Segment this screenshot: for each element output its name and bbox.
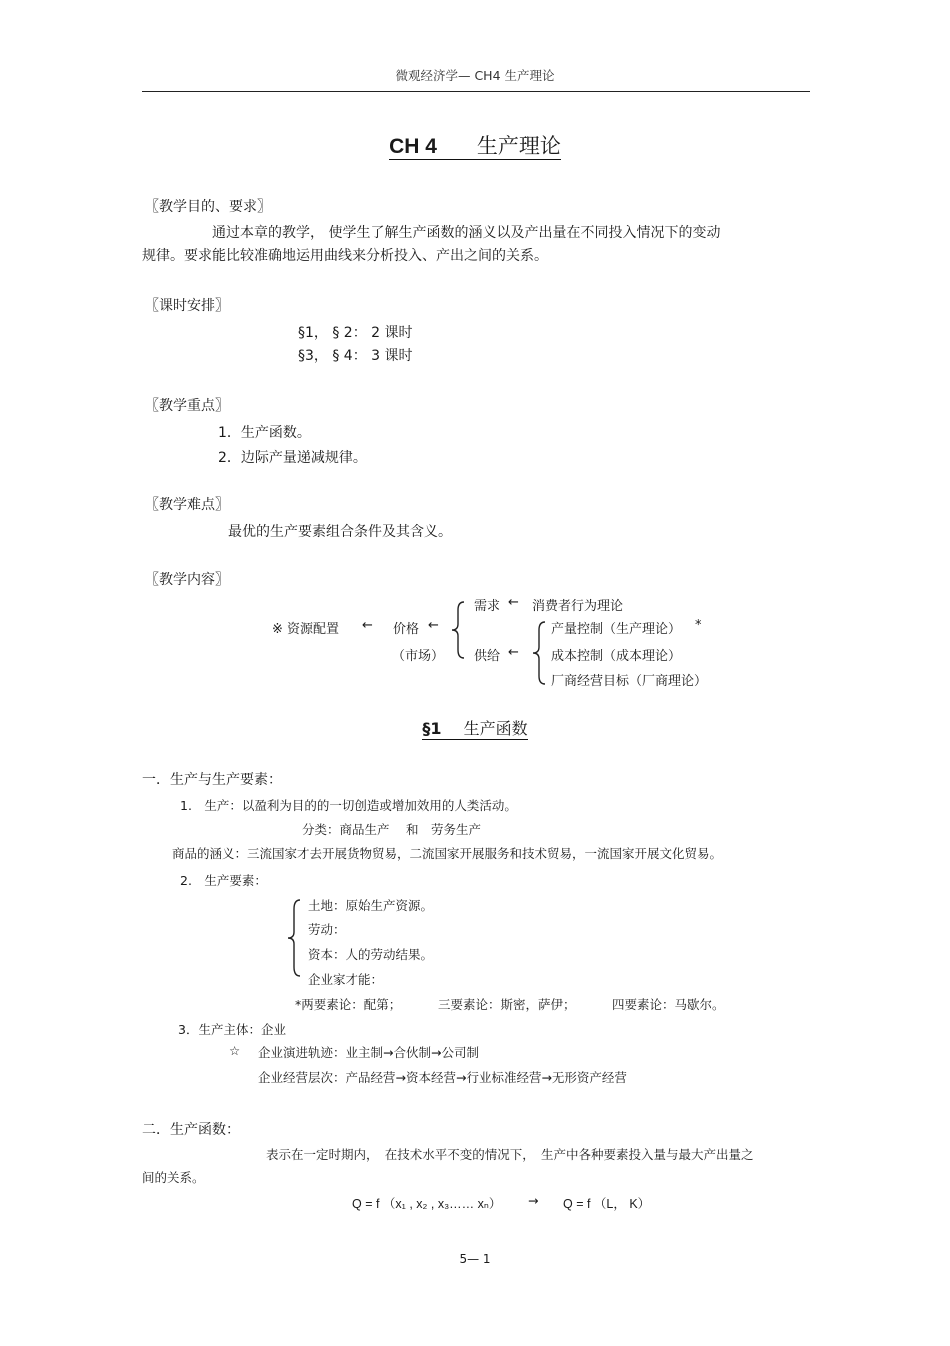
schedule-label: 〖课时安排〗 xyxy=(145,298,229,314)
schedule-row-1: §1， § 2： 2 课时 xyxy=(298,325,413,341)
theory-two-factors: *两要素论：配第； xyxy=(295,997,402,1012)
diagram-supply: 供给 xyxy=(474,649,501,664)
factors-brace xyxy=(285,898,305,978)
diagram-arrow-3: ← xyxy=(508,595,519,610)
diagram-firm: 厂商经营目标（厂商理论） xyxy=(551,674,708,689)
objectives-line2: 规律。要求能比较准确地运用曲线来分析投入、产出之间的关系。 xyxy=(142,248,548,264)
factor-capital: 资本：人的劳动结果。 xyxy=(308,947,434,962)
diagram-demand: 需求 xyxy=(474,599,501,614)
section-1-name: 生产函数 xyxy=(463,719,528,738)
difficulties-label: 〖教学难点〗 xyxy=(145,497,229,513)
difficulties-text: 最优的生产要素组合条件及其含义。 xyxy=(228,524,452,540)
part2-definition-line1: 表示在一定时期内， 在技术水平不变的情况下， 生产中各种要素投入量与最大产出量之 xyxy=(266,1147,754,1162)
chapter-number: CH 4 xyxy=(389,135,437,158)
part1-item1: 1. 生产：以盈利为目的的一切创造或增加效用的人类活动。 xyxy=(180,798,517,813)
part1-goods: 商品的涵义：三流国家才去开展货物贸易，二流国家开展服务和技术贸易，一流国家开展文化贸易。 xyxy=(172,846,723,861)
running-header: 微观经济学— CH4 生产理论 xyxy=(395,68,555,83)
key-point-1: 1．生产函数。 xyxy=(218,425,311,441)
diagram-consumer: 消费者行为理论 xyxy=(532,599,624,614)
factor-land: 土地：原始生产资源。 xyxy=(308,898,434,913)
evolution-text: 企业演进轨迹：业主制→合伙制→公司制 xyxy=(258,1045,479,1060)
page-number: 5— 1 xyxy=(459,1252,491,1266)
diagram-output: 产量控制（生产理论） xyxy=(551,622,682,637)
theory-three-factors: 三要素论：斯密，萨伊； xyxy=(438,997,576,1012)
formula-arrow: → xyxy=(528,1193,539,1208)
left-brace-1 xyxy=(450,600,470,660)
diagram-arrow-4: ← xyxy=(508,645,519,660)
part1-heading: 一．生产与生产要素： xyxy=(142,772,282,788)
key-points-label: 〖教学重点〗 xyxy=(145,398,229,414)
diagram-root: ※ 资源配置 xyxy=(272,622,340,637)
diagram-cost: 成本控制（成本理论） xyxy=(551,649,682,664)
objectives-line1: 通过本章的教学， 使学生了解生产函数的涵义以及产出量在不同投入情况下的变动 xyxy=(212,225,721,241)
schedule-row-2: §3， § 4： 3 课时 xyxy=(298,348,413,364)
diagram-price: 价格 xyxy=(393,622,420,637)
diagram-arrow-1: ← xyxy=(362,618,373,633)
part1-item3: 3．生产主体：企业 xyxy=(178,1022,286,1037)
part2-heading: 二．生产函数： xyxy=(142,1122,240,1138)
section-1-number: §1 xyxy=(422,719,442,738)
part1-item2: 2. 生产要素： xyxy=(180,873,267,888)
left-brace-2 xyxy=(530,620,550,686)
theory-four-factors: 四要素论：马歇尔。 xyxy=(612,997,725,1012)
evolution-star: ☆ xyxy=(229,1043,241,1058)
part1-classify: 分类：商品生产 和 劳务生产 xyxy=(302,822,481,837)
factor-labor: 劳动： xyxy=(308,922,346,937)
chapter-name: 生产理论 xyxy=(476,134,561,158)
section-1-title xyxy=(0,716,950,739)
part2-definition-line2: 间的关系。 xyxy=(142,1170,205,1185)
key-point-2: 2．边际产量递减规律。 xyxy=(218,450,367,466)
levels-text: 企业经营层次：产品经营→资本经营→行业标准经营→无形资产经营 xyxy=(258,1070,627,1085)
diagram-arrow-2: ← xyxy=(428,618,439,633)
content-label: 〖教学内容〗 xyxy=(145,572,229,588)
formula-right: Q = f （L， K） xyxy=(563,1197,651,1211)
diagram-star: * xyxy=(695,618,702,633)
header-rule xyxy=(142,91,810,92)
diagram-market: （市场） xyxy=(392,649,445,664)
objectives-label: 〖教学目的、要求〗 xyxy=(145,199,271,215)
formula-left: Q = f （x₁ , x₂ , x₃…… xₙ） xyxy=(352,1197,502,1211)
factor-entrepreneur: 企业家才能： xyxy=(308,972,384,987)
chapter-title xyxy=(0,130,950,160)
